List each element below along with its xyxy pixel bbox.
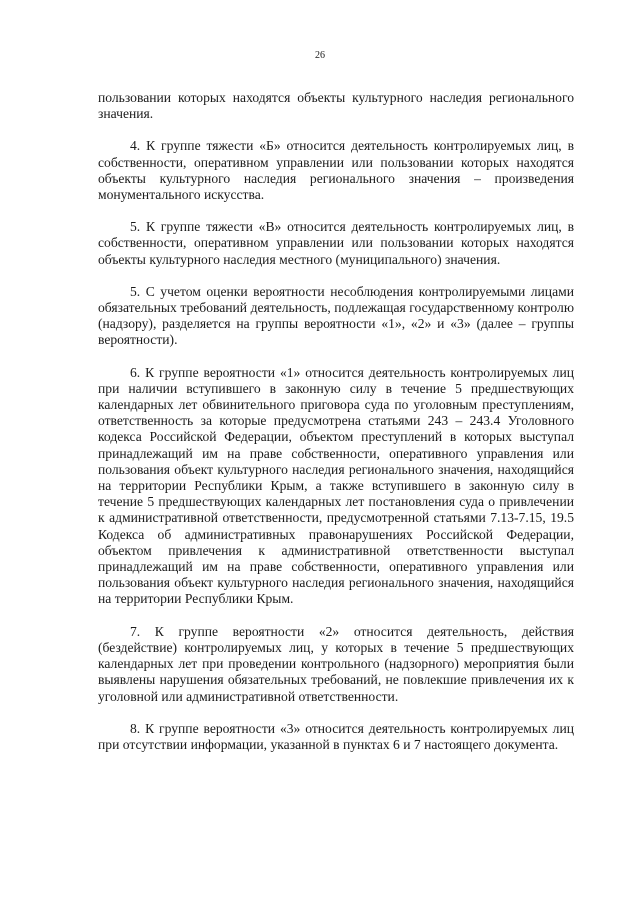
paragraph-item-5-group-v: 5. К группе тяжести «В» относится деятельность контролируемых лиц, в собственности, оперативном управлении или пользовании которых находятся объекты культурного наследия местного (муниципального) значения.: [98, 219, 574, 267]
paragraph-item-5-probability: 5. С учетом оценки вероятности несоблюдения контролируемыми лицами обязательных требований деятельность, подлежащая государственному контролю (надзору), разделяется на группы вероятности «1», «2» и «3» (далее – группы вероятности).: [98, 283, 574, 348]
paragraph-item-7: 7. К группе вероятности «2» относится деятельность, действия (бездействие) контролируемых лиц, у которых в течение 5 предшествующих календарных лет при проведении контрольного (надзорного) мероприятия были выявлены нарушения обязательных требований, не повлекшие привлечения их к уголовной или административной ответственности.: [98, 623, 574, 704]
page-number: 26: [315, 50, 325, 61]
document-body: [98, 90, 574, 769]
paragraph-item-6: 6. К группе вероятности «1» относится деятельность контролируемых лиц при наличии вступившего в законную силу в течение 5 предшествующих календарных лет обвинительного приговора суда по уголовным преступлениям, ответственность за которые предусмотрена статьями 243 – 243.4 Уголовного кодекса Российской Федерации, объектом преступлений в которых выступал принадлежащий им на праве собственности, оперативного управления или пользования объект культурного наследия регионального значения, находящийся на территории Республики Крым, а также вступившего в законную силу в течение 5 предшествующих календарных лет постановления суда о привлечении к административной ответственности, предусмотренной статьями 7.13-7.15, 19.5 Кодекса об административных правонарушениях Российской Федерации, объектом привлечения к административной ответственности выступал принадлежащий им на праве собственности, оперативного управления или пользования объект культурного наследия регионального значения, находящийся на территории Республики Крым.: [98, 364, 574, 607]
paragraph-item-8: 8. К группе вероятности «3» относится деятельность контролируемых лиц при отсутствии информации, указанной в пунктах 6 и 7 настоящего документа.: [98, 720, 574, 752]
paragraph-item-4: 4. К группе тяжести «Б» относится деятельность контролируемых лиц, в собственности, оперативном управлении или пользовании которых находятся объекты культурного наследия регионального значения – произведения монументального искусства.: [98, 138, 574, 203]
paragraph-continuation: пользовании которых находятся объекты культурного наследия регионального значения.: [98, 90, 574, 122]
